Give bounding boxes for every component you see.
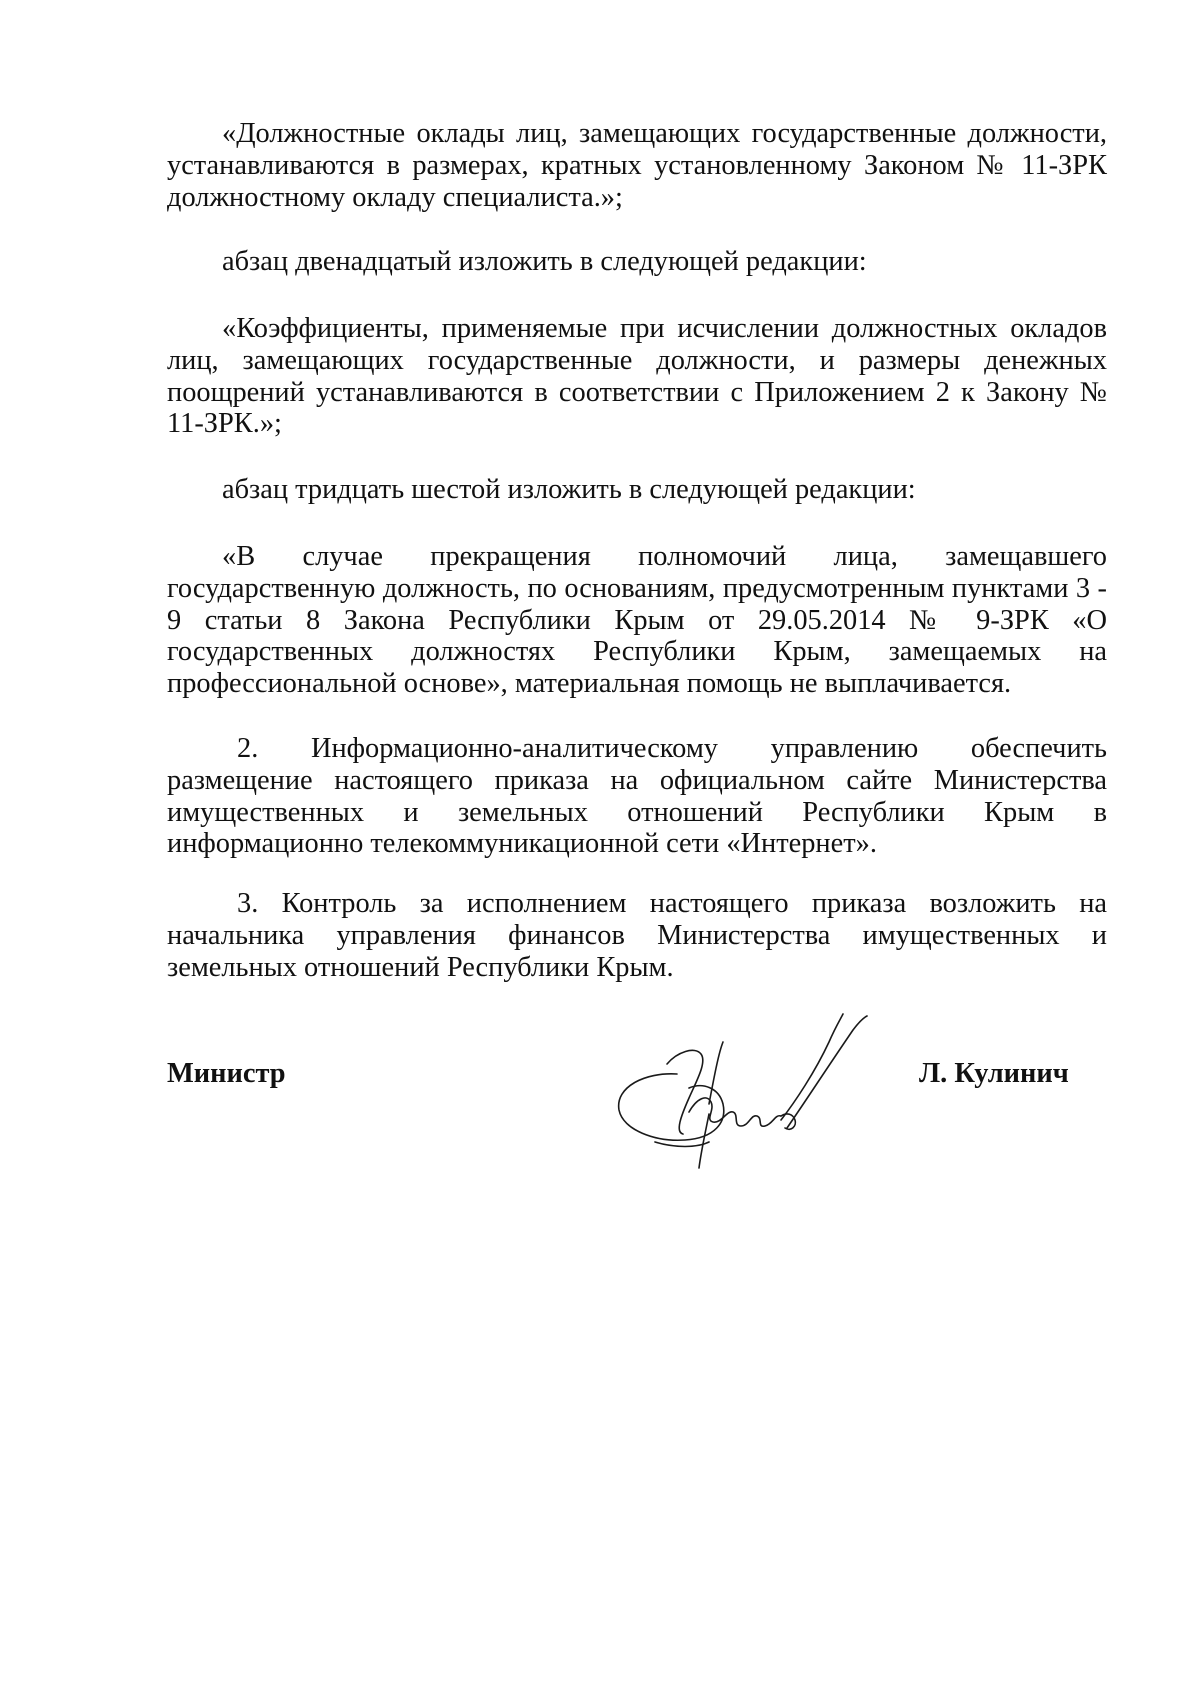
signatory-name: Л. Кулинич: [919, 1058, 1069, 1089]
paragraph-salary-quote: «Должностные оклады лиц, замещающих государственные должности, устанавливаются в размерах, кратных установленному Законом № 11-ЗРК должностному окладу специалиста.»;: [167, 118, 1107, 213]
paragraph-termination-quote: «В случае прекращения полномочий лица, замещавшего государственную должность, по основаниям, предусмотренным пунктами 3 - 9 статьи 8 Закона Республики Крым от 29.05.2014 № 9-ЗРК «О государственных должностях Республики Крым, замещаемых на профессиональной основе», материальная помощь не выплачивается.: [167, 541, 1107, 700]
paragraph-item-3-control: 3. Контроль за исполнением настоящего приказа возложить на начальника управления финансов Министерства имущественных и земельных отношений Республики Крым.: [167, 888, 1107, 983]
paragraph-coefficients-quote: «Коэффициенты, применяемые при исчислении должностных окладов лиц, замещающих государственные должности, и размеры денежных поощрений устанавливаются в соответствии с Приложением 2 к Закону № 11-ЗРК.»;: [167, 313, 1107, 440]
paragraph-item-2-publication: 2. Информационно-аналитическому управлению обеспечить размещение настоящего приказа на официальном сайте Министерства имущественных и земельных отношений Республики Крым в информационно телекоммуникационной сети «Интернет».: [167, 733, 1107, 860]
paragraph-thirty-sixth-intro: абзац тридцать шестой изложить в следующей редакции:: [222, 474, 916, 505]
signatory-position: Министр: [167, 1058, 286, 1089]
paragraph-twelfth-intro: абзац двенадцатый изложить в следующей редакции:: [222, 246, 867, 277]
handwritten-signature: [605, 1002, 905, 1172]
